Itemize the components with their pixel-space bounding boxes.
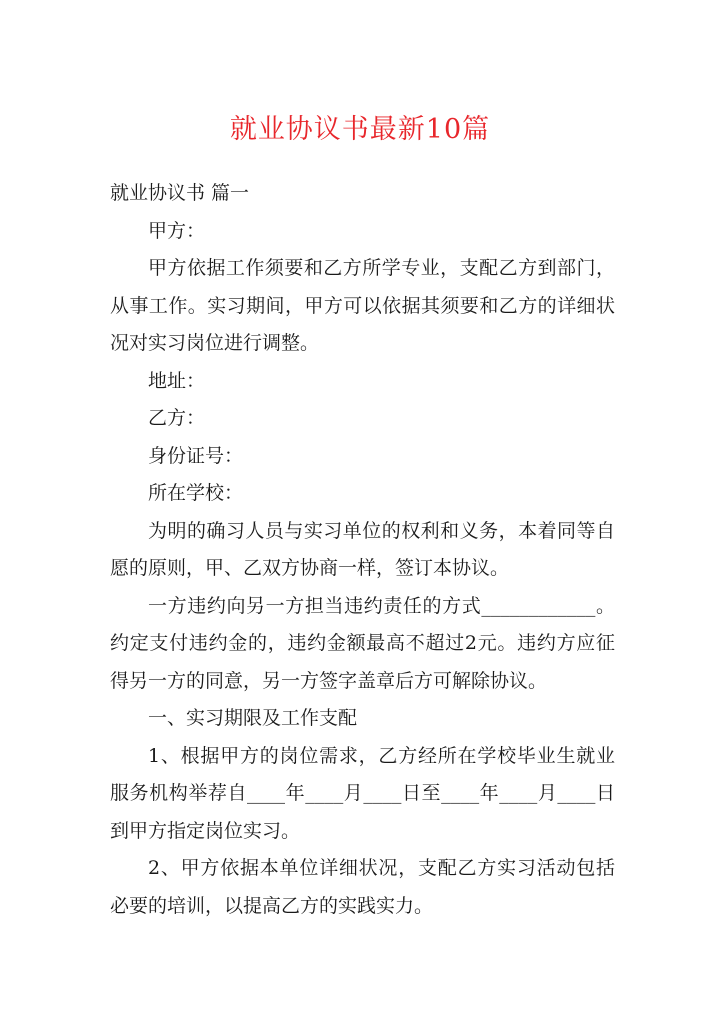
- clause-heading-1: 一、实习期限及工作支配: [148, 707, 358, 729]
- paragraph-assignment: 甲方依据工作须要和乙方所学专业，支配乙方到部门，从事工作。实习期间，甲方可以依据其须要和乙方的详细状况对实习岗位进行调整。: [110, 257, 615, 354]
- school-label: 所在学校：: [148, 482, 244, 504]
- clause-1-1: 1、根据甲方的岗位需求，乙方经所在学校毕业生就业服务机构举荐自____年____月____日至____年____月____日到甲方指定岗位实习。: [110, 744, 615, 842]
- paragraph-breach: 一方违约向另一方担当违约责任的方式____________。约定支付违约金的，违约金额最高不超过2元。违约方应征得另一方的同意，另一方签字盖章后方可解除协议。: [110, 594, 615, 692]
- id-number-label: 身份证号：: [148, 444, 244, 467]
- paragraph-purpose: 为明的确习人员与实习单位的权利和义务，本着同等自愿的原则，甲、乙双方协商一样，签订本协议。: [110, 519, 615, 579]
- clause-1-2: 2、甲方依据本单位详细状况，支配乙方实习活动包括必要的培训，以提高乙方的实践实力。: [110, 857, 615, 917]
- address-label: 地址：: [148, 369, 206, 392]
- party-b-label: 乙方：: [148, 407, 206, 429]
- section-heading: 就业协议书 篇一: [110, 182, 250, 204]
- party-a-label: 甲方：: [148, 219, 206, 242]
- document-title: 就业协议书最新10篇: [229, 114, 491, 145]
- document-body: [110, 175, 615, 925]
